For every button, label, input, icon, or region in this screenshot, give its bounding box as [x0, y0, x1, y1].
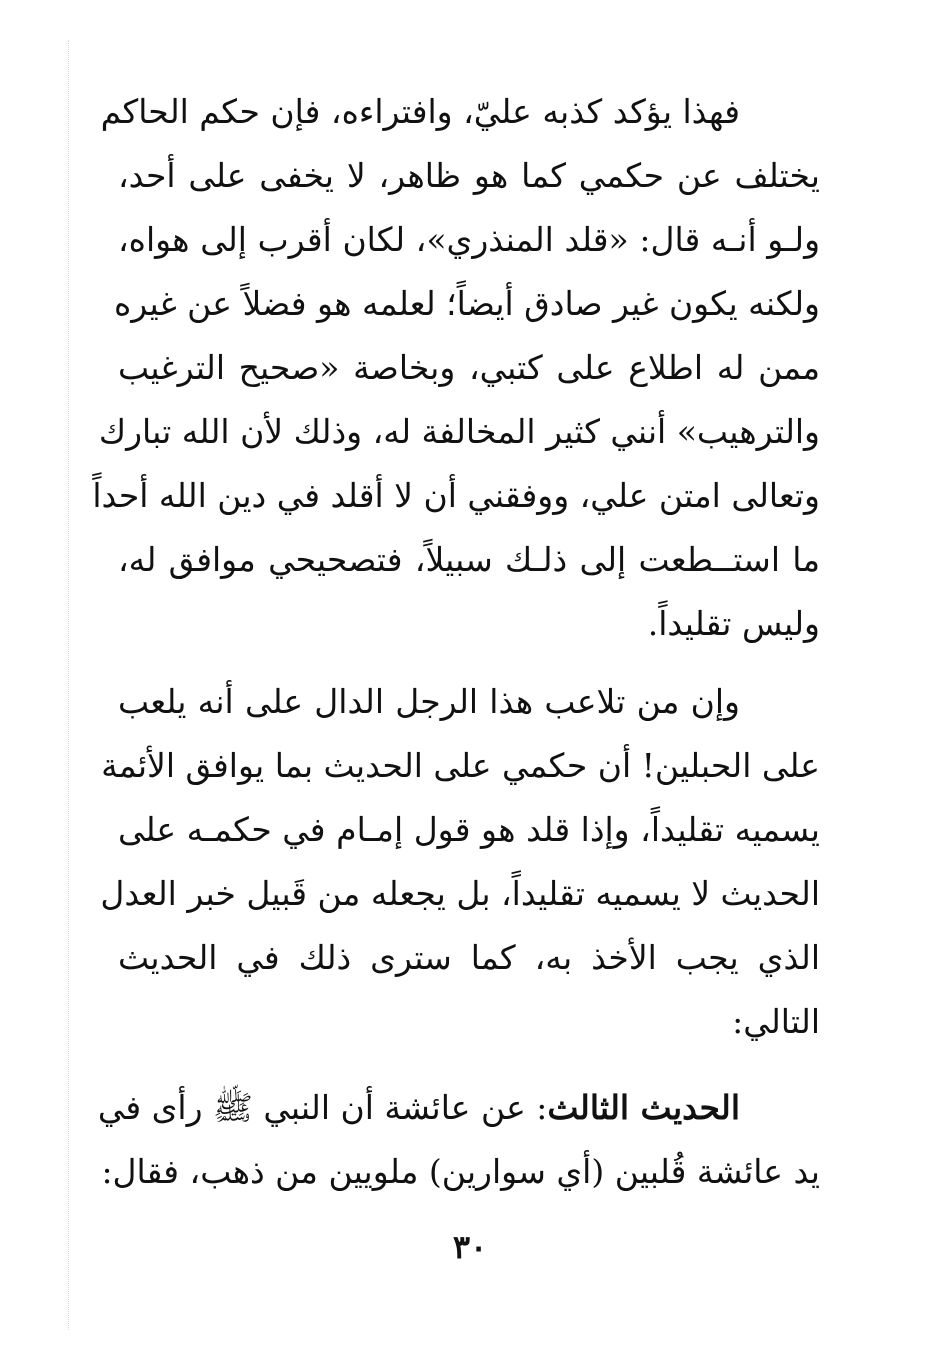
- hadith-heading: الحديث الثالث: [547, 1088, 740, 1127]
- paragraph-line: [97, 1076, 820, 1140]
- paragraph-line: يسميه تقليداً، وإذا قلد هو قول إمـام في حكمـه على: [118, 810, 820, 849]
- paragraph-line: ولكنه يكون غير صادق أيضاً؛ لعلمه هو فضلاً عن غيره: [113, 284, 820, 323]
- paragraph-line: والترهيب» أنني كثير المخالفة له، وذلك لأن الله تبارك: [98, 412, 820, 451]
- paragraph-line: الحديث لا يسميه تقليداً، بل يجعله من قَبيل خبر العدل: [100, 874, 820, 913]
- line-text: فهذا يؤكد كذبه عليّ، وافتراءه، فإن حكم الحاكم: [100, 92, 740, 131]
- paragraph-line: التالي:: [732, 1002, 820, 1041]
- page-number: ٣٠: [452, 1228, 488, 1266]
- paragraph-line: ولـو أنـه قال: «قلد المنذري»، لكان أقرب إلى هواه،: [118, 220, 820, 259]
- paragraph-1: [92, 80, 820, 656]
- paragraph-2: [100, 670, 820, 1054]
- paragraph-line: [100, 80, 820, 144]
- paragraph-3: [97, 1076, 820, 1204]
- paragraph-line: وتعالى امتن علي، ووفقني أن لا أقلد في دين الله أحداً: [92, 476, 820, 515]
- paragraph-line: ممن له اطلاع على كتبي، وبخاصة «صحيح الترغيب: [118, 348, 820, 387]
- paragraph-line: الذي يجب الأخذ به، كما سترى ذلك في الحديث: [118, 938, 820, 977]
- line-text: : عن عائشة أن النبي ﷺ رأى في: [97, 1088, 548, 1127]
- paragraph-line: [118, 670, 820, 734]
- line-text: وإن من تلاعب هذا الرجل الدال على أنه يلعب: [118, 682, 740, 721]
- paragraph-line: ما استــطعت إلى ذلـك سبيلاً، فتصحيحي موافق له،: [118, 540, 820, 579]
- paragraph-line: على الحبلين! أن حكمي على الحديث بما يوافق الأئمة: [101, 746, 820, 785]
- paragraph-line: يختلف عن حكمي كما هو ظاهر، لا يخفى على أحد،: [118, 156, 820, 195]
- paragraph-line: وليس تقليداً.: [647, 604, 820, 643]
- margin-rule: [68, 40, 69, 1330]
- paragraph-line: يد عائشة قُلبين (أي سوارين) ملويين من ذهب، فقال:: [101, 1152, 820, 1191]
